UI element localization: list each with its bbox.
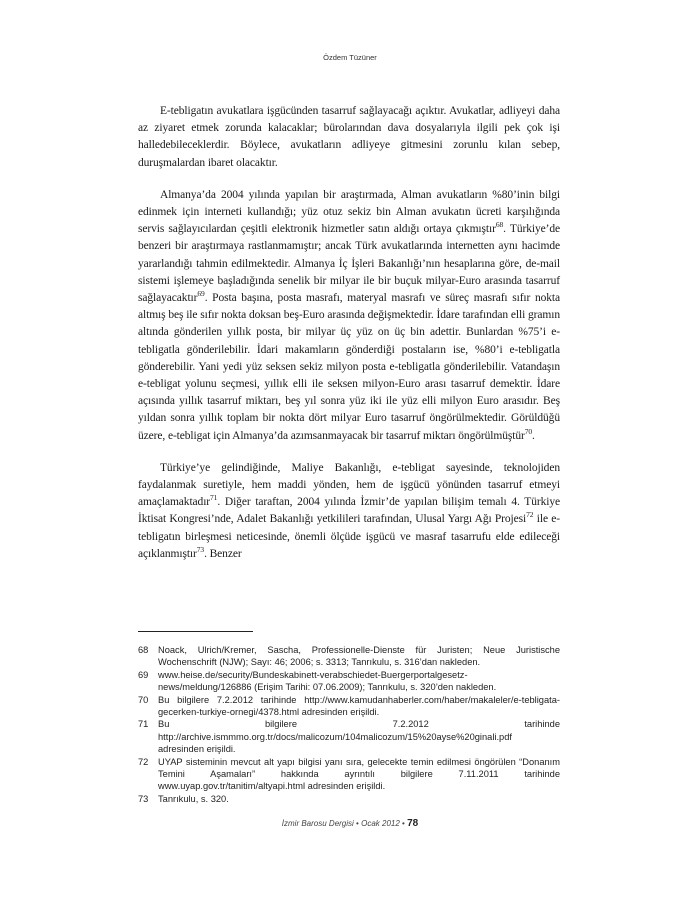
- footnote-reference: 72: [526, 510, 534, 520]
- footnote: [138, 718, 560, 755]
- paragraph-text: .: [532, 429, 535, 442]
- footnote-number: 69: [138, 669, 149, 680]
- footnote: [138, 694, 560, 719]
- paragraph-text: . Diğer taraftan, 2004 yılında İzmir’de yapılan bilişim temalı 4. Türkiye İktisat Kongresi’nde, Adalet Bakanlığı yetkilileri tarafından, Ulusal Yargı Ağı Projesi: [138, 496, 560, 526]
- page-number: 78: [407, 818, 419, 829]
- paragraph-text: . Benzer: [204, 547, 242, 560]
- paragraph-text: E-tebligatın avukatlara işgücünden tasarruf sağlayacağı açıktır. Avukatlar, adliyeyi daha az ziyaret etmek zorunda kalacaklar; bürolarından dava dosyalarıyla ilgili pek çok işi halledebileceklerdir. Böylece, avukatların adliyeye gitmesini zorunlu kılan sebep, duruşmalardan ibaret olacaktır.: [138, 105, 560, 169]
- body-text: [138, 103, 560, 578]
- footnote: [138, 669, 560, 694]
- paragraph-text: . Posta başına, posta masrafı, materyal masrafı ve süreç masrafı sıfır nokta altmış beş ile sıfır nokta doksan beş-Euro arasında değişmektedir. İdare tarafından elli gramın altında gönderilen yıllık posta, bir milyar üç yüz on üç bin adettir. Bunlardan %75’i e-tebligatla gönderilebilir. İdari makamların gönderdiği postaların ise, %80’i e-tebligatla gönderebilir. Yani yedi yüz seksen sekiz milyon posta e-tebligatla gönderilebilir. Vatandaşın e-tebligat yolunu seçmesi, yıllık elli ile seksen milyon-Euro arası tasarruf demektir. İdare açısında yıllık tasarruf miktarı, beş yıl sonra yüz iki ile yüz elli milyon Euro arasıdır. Beş yıldan sonra yıllık toplam bir nokta dört milyar Euro tasarruf öngörülmektedir. Görüldüğü üzere, e-tebligat için Almanya’da azımsanmayacak bir tasarruf miktarı öngörülmüştür: [138, 292, 560, 442]
- footnote-text: Noack, Ulrich/Kremer, Sascha, Professionelle-Dienste für Juristen; Neue Juristische Wochenschrift (NJW); Sayı: 46; 2006; s. 3313; Tanrıkulu, s. 316’dan nakleden.: [158, 645, 560, 668]
- footnote: [138, 644, 560, 669]
- body-paragraph: [138, 187, 560, 445]
- footer-journal: İzmir Barosu Dergisi: [281, 819, 354, 828]
- footnotes: [138, 644, 560, 805]
- footnote-reference: 68: [495, 220, 504, 230]
- paragraph-text: Almanya’da 2004 yılında yapılan bir araştırmada, Alman avukatların %80’inin bilgi edinmek için interneti kullandığı; yüz otuz sekiz bin Alman avukatın ücreti karşılığında servis sağlayıcılardan çeşitli elektronik hizmetler satın aldığı ortaya çıkmıştır: [138, 188, 560, 236]
- footnote-text: Bu bilgilere 7.2.2012 tarihinde http://www.kamudanhaberler.com/haber/makaleler/e-tebligata-gecerken-turkiye-ornegi/4378.html adresinden erişildi.: [158, 694, 560, 718]
- footnote-number: 70: [138, 694, 149, 705]
- footnote-separator: [138, 631, 253, 632]
- paragraph-text: Türkiye’ye gelindiğinde, Maliye Bakanlığı, e-tebligat sayesinde, teknolojiden faydalanmak suretiyle, hem maddi yönden, hem de işgücü yönünden tasarruf etmeyi amaçlamaktadır: [138, 461, 560, 509]
- paragraph-text: . Türkiye’de benzeri bir araştırmaya rastlanmamıştır; ancak Türk avukatlarında internetten aynı hacimde yararlandığı tahmin edilmektedir. Almanya İç İşleri Bakanlığı’nın hesaplarına göre, de-mail sistemi işlemeye başladığında senelik bir milyar ile bir buçuk milyar-Euro arasında tasarruf sağlayacaktır: [138, 223, 561, 305]
- footnote: [138, 756, 560, 793]
- footnote-number: 68: [138, 645, 149, 655]
- footnote-text: Tanrıkulu, s. 320.: [158, 793, 229, 804]
- footnote-text: UYAP sisteminin mevcut alt yapı bilgisi yanı sıra, gelecekte temin edilmesi öngörülen “Donanım Temini Aşamaları” hakkında ayrıntılı bilgilere 7.11.2011 tarihinde www.uyap.gov.tr/tanitim/altyapi.html adresinden erişildi.: [158, 756, 560, 792]
- footnote-number: 73: [138, 793, 149, 804]
- paragraph-text: ile e-tebligatın birleşmesi neticesinde, önemli ölçüde işgücü ve masraf tasarrufu elde edileceği açıklanmıştır: [138, 513, 560, 560]
- footnote-number: 71: [138, 719, 149, 730]
- footnote-reference: 70: [524, 426, 533, 436]
- running-header: [0, 53, 700, 62]
- footnote-text: Bu bilgilere 7.2.2012 tarihinde http://archive.ismmmo.org.tr/docs/malicozum/104malicozum/15%20ayse%20ginali.pdf adresinden erişildi.: [158, 719, 560, 755]
- footer-separator-2: •: [402, 819, 405, 828]
- header-author: Özdem Tüzüner: [323, 53, 377, 62]
- page-footer: [0, 818, 700, 829]
- footnote-reference: 71: [210, 493, 218, 503]
- footnote-text: www.heise.de/security/Bundeskabinett-verabschiedet-Buergerportalgesetz-news/meldung/126886 (Erişim Tarihi: 07.06.2009); Tanrıkulu, s. 320’den nakleden.: [158, 669, 497, 693]
- footnote-reference: 73: [196, 545, 205, 555]
- body-paragraph: [138, 103, 560, 172]
- body-paragraph: [138, 460, 560, 563]
- footnote: [138, 793, 560, 805]
- footnote-number: 72: [138, 756, 149, 767]
- footnote-reference: 69: [197, 289, 205, 299]
- footer-separator-1: •: [356, 819, 359, 828]
- footer-issue: Ocak 2012: [361, 819, 400, 828]
